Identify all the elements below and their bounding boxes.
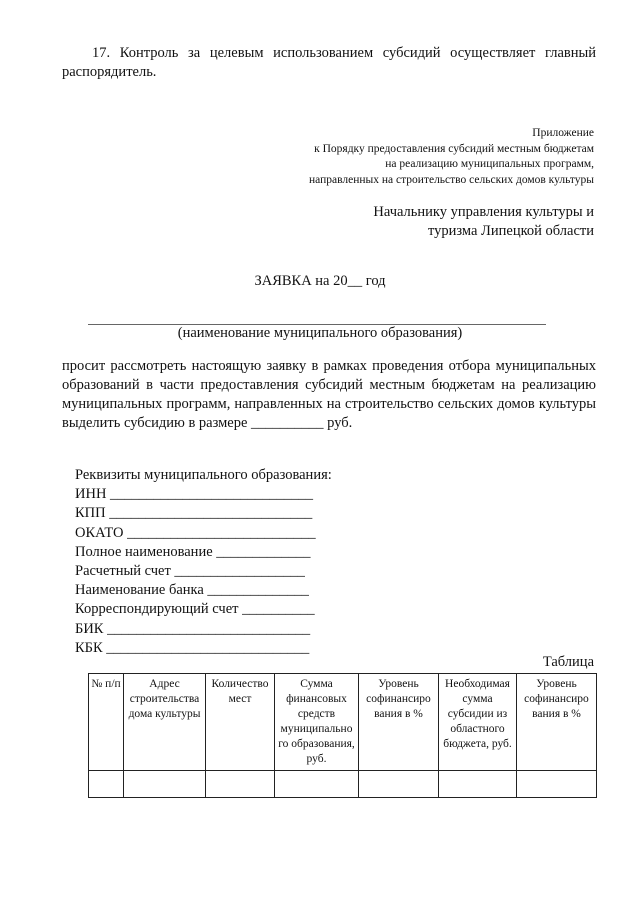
table-header-row [89,674,597,771]
table-cell [89,771,124,798]
table-cell [359,771,439,798]
header-cofinancing-level-2: Уровень софинансиро вания в % [517,674,597,771]
addressee-line-2: туризма Липецкой области [427,223,594,239]
header-address: Адрес строительства дома культуры [124,674,206,771]
requisite-full-name: Полное наименование _____________ [75,543,311,560]
header-subsidy-amount: Необходимая сумма субсидии из областного бюджета, руб. [439,674,517,771]
appendix-line-4: направленных на строительство сельских домов культуры [308,173,594,186]
table-row [89,771,597,798]
requisite-bank: Наименование банка ______________ [75,582,309,599]
appendix-block [234,126,594,188]
addressee-line-1: Начальнику управления культуры и [373,204,594,220]
header-number: № п/п [89,674,124,771]
request-paragraph: просит рассмотреть настоящую заявку в рамках проведения отбора муниципальных образований в части предоставления субсидий местным бюджетам на реализацию муниципальных программ, направленных на строительство сельских домов культуры выделить субсидию в размере __________ руб. [62,358,596,431]
requisite-account: Расчетный счет __________________ [75,563,305,580]
table-cell [439,771,517,798]
addressee-block [294,203,594,241]
header-seats: Количество мест [206,674,275,771]
table-cell [275,771,359,798]
requisite-inn: ИНН ____________________________ [75,486,314,503]
appendix-line-3: на реализацию муниципальных программ, [385,158,594,170]
table-caption: Таблица [542,654,594,670]
requisite-kpp: КПП ____________________________ [75,505,313,522]
requisites-block [75,466,475,658]
table-cell [517,771,597,798]
table-cell [206,771,275,798]
requisite-corr-account: Корреспондирующий счет __________ [75,601,315,618]
requisite-kbk: КБК ____________________________ [75,639,310,656]
header-cofinancing-level-1: Уровень софинансиро вания в % [359,674,439,771]
header-municipal-funds: Сумма финансовых средств муниципально го образования, руб. [275,674,359,771]
table-cell [124,771,206,798]
requisites-heading: Реквизиты муниципального образования: [75,467,332,483]
application-table [88,673,597,798]
paragraph-17: 17. Контроль за целевым использованием субсидий осуществляет главный распорядитель. [62,45,596,80]
appendix-line-1: Приложение [532,127,594,139]
document-title: ЗАЯВКА на 20__ год [254,273,386,289]
appendix-line-2: к Порядку предоставления субсидий местным бюджетам [314,142,594,155]
municipality-name-caption: (наименование муниципального образования) [177,325,463,341]
requisite-bik: БИК ____________________________ [75,620,311,637]
requisite-okato: ОКАТО __________________________ [75,524,316,541]
